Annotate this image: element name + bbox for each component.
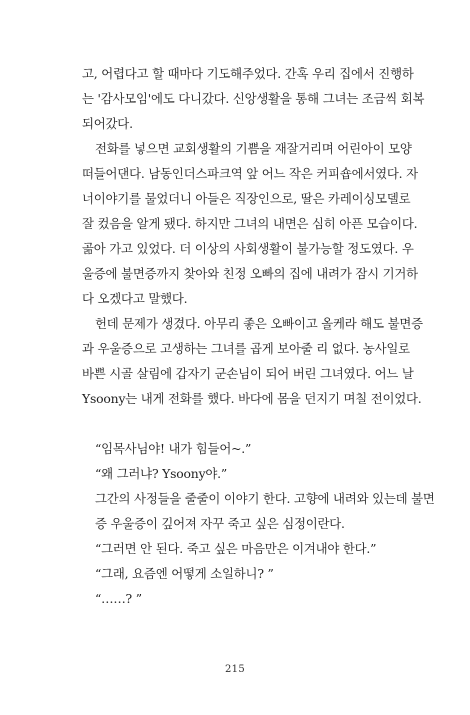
text-line: 곪아 가고 있었다. 더 이상의 사회생활이 불가능할 정도였다. 우 bbox=[82, 241, 414, 256]
text-line: 되어갔다. bbox=[82, 116, 133, 131]
page-number: 215 bbox=[225, 664, 245, 675]
text-line: 전화를 넣으면 교회생활의 기쁨을 재잘거리며 어린아이 모양 bbox=[95, 141, 412, 156]
text-line: 증 우울증이 깊어져 자꾸 죽고 싶은 심정이란다. bbox=[95, 516, 345, 531]
dialogue-line: “그래, 요즘엔 어떻게 소일하니? ” bbox=[95, 566, 274, 581]
dialogue-line: “……? ” bbox=[95, 591, 142, 606]
text-line: 과 우울증으로 고생하는 그녀를 곱게 보아줄 리 없다. 농사일로 bbox=[82, 341, 410, 356]
dialogue-line: “그러면 안 된다. 죽고 싶은 마음만은 이겨내야 한다.” bbox=[95, 541, 377, 556]
text-line: 잘 컸음을 알게 됐다. 하지만 그녀의 내면은 심히 아픈 모습이다. bbox=[82, 216, 418, 231]
text-line: 바쁜 시골 살림에 갑자기 군손님이 되어 버린 그녀였다. 어느 날 bbox=[82, 366, 414, 381]
text-line: 는 '감사모임'에도 다니갔다. 신앙생활을 통해 그녀는 조금씩 회복 bbox=[82, 91, 425, 106]
dialogue-line: “왜 그러냐? Ysoony야.” bbox=[95, 466, 228, 481]
text-line: 그간의 사정들을 줄줄이 이야기 한다. 고향에 내려와 있는데 불면 bbox=[95, 491, 435, 506]
text-line: 고, 어렵다고 할 때마다 기도해주었다. 간혹 우리 집에서 진행하 bbox=[82, 66, 414, 81]
text-line: 헌데 문제가 생겼다. 아무리 좋은 오빠이고 올케라 해도 불면증 bbox=[95, 316, 423, 331]
text-line: 다 오겠다고 말했다. bbox=[82, 291, 188, 306]
text-line: Ysoony는 내게 전화를 했다. 바다에 몸을 던지기 며칠 전이었다. bbox=[82, 391, 422, 406]
text-line: 떠들어댄다. 남동인더스파크역 앞 어느 작은 커피숍에서였다. 자 bbox=[82, 166, 418, 181]
dialogue-line: “임목사님야! 내가 힘들어~.” bbox=[95, 441, 252, 456]
text-line: 너이야기를 물었더니 아들은 직장인으로, 딸은 카레이싱모델로 bbox=[82, 191, 411, 206]
text-line: 울증에 불면증까지 찾아와 친정 오빠의 집에 내려가 잠시 기거하 bbox=[82, 266, 418, 281]
